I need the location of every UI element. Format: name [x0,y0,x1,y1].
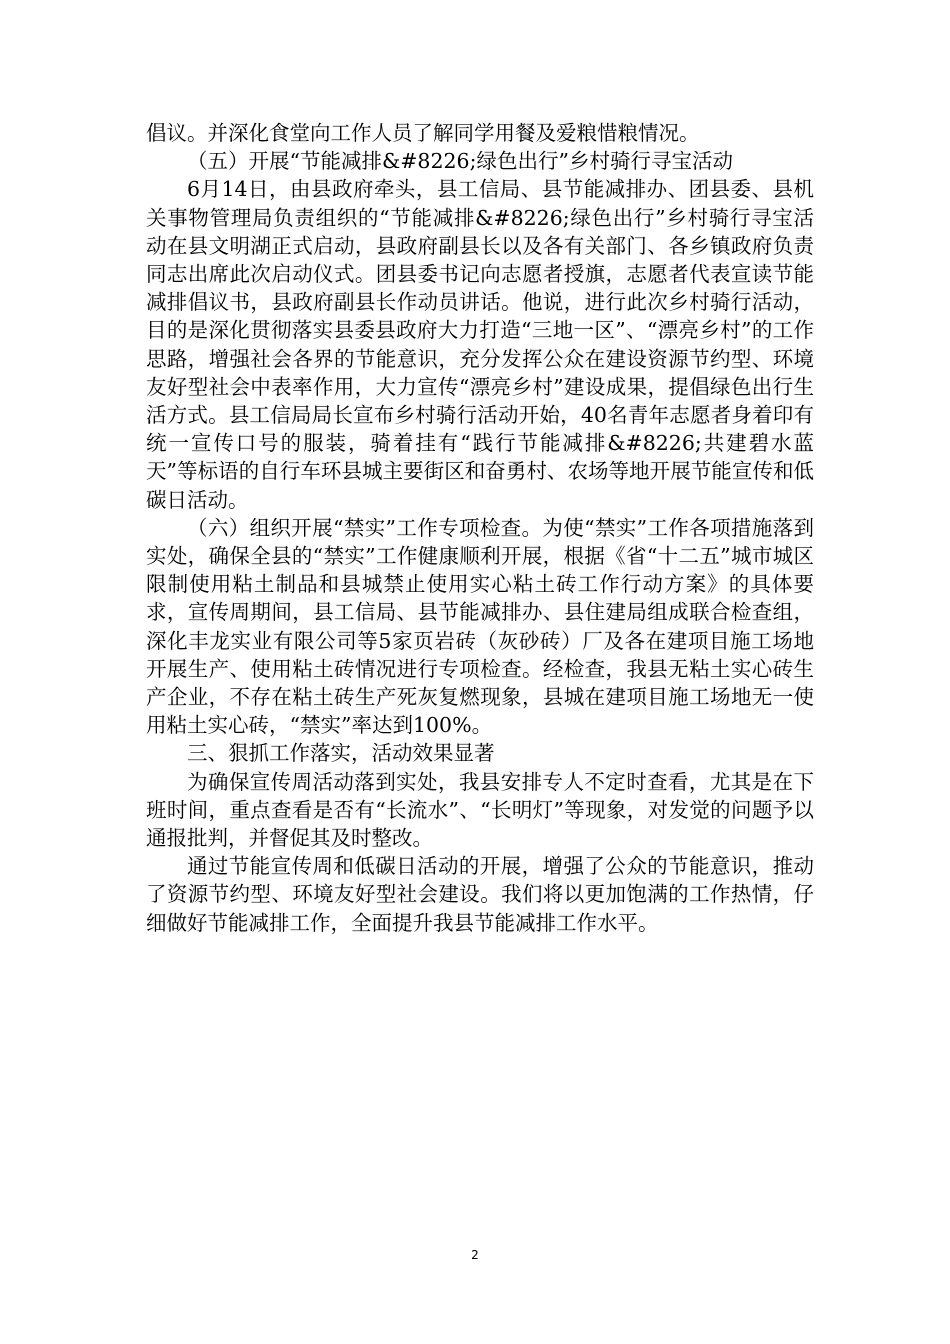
paragraph-2: （五）开展“节能减排&#8226;绿色出行”乡村骑行寻宝活动 [187,149,733,174]
paragraph-1: 倡议。并深化食堂向工作人员了解同学用餐及爱粮惜粮情况。 [146,121,700,145]
document-body [146,119,814,937]
paragraph-7: 通过节能宣传周和低碳日活动的开展，增强了公众的节能意识，推动了资源节约型、环境友好型社会建设。我们将以更加饱满的工作热情，仔细做好节能减排工作，全面提升我县节能减排工作水平。 [146,854,814,935]
page-number: 2 [471,1248,479,1262]
paragraph-3: 6月14日，由县政府牵头，县工信局、县节能减排办、团县委、县机关事物管理局负责组织的“节能减排&#8226;绿色出行”乡村骑行寻宝活动在县文明湖正式启动，县政府副县长以及各有关部门、各乡镇政府负责同志出席此次启动仪式。团县委书记向志愿者授旗，志愿者代表宣读节能减排倡议书，县政府副县长作动员讲话。他说，进行此次乡村骑行活动，目的是深化贯彻落实县委县政府大力打造“三地一区”、“漂亮乡村”的工作思路，增强社会各界的节能意识，充分发挥公众在建设资源节约型、环境友好型社会中表率作用，大力宣传“漂亮乡村”建设成果，提倡绿色出行生活方式。县工信局局长宣布乡村骑行活动开始，40名青年志愿者身着印有统一宣传口号的服装，骑着挂有“践行节能减排&#8226;共建碧水蓝天”等标语的自行车环县城主要街区和奋勇村、农场等地开展节能宣传和低碳日活动。 [146,177,814,512]
paragraph-6: 为确保宣传周活动落到实处，我县安排专人不定时查看，尤其是在下班时间，重点查看是否有“长流水”、“长明灯”等现象，对发觉的问题予以通报批判，并督促其及时整改。 [146,769,814,851]
paragraph-4: （六）组织开展“禁实”工作专项检查。为使“禁实”工作各项措施落到实处，确保全县的“禁实”工作健康顺利开展，根据《省“十二五”城市城区限制使用粘土制品和县城禁止使用实心粘土砖工作行动方案》的具体要求，宣传周期间，县工信局、县节能减排办、县住建局组成联合检查组，深化丰龙实业有限公司等5家页岩砖（灰砂砖）厂及各在建项目施工场地开展生产、使用粘土砖情况进行专项检查。经检查，我县无粘土实心砖生产企业，不存在粘土砖生产死灰复燃现象，县城在建项目施工场地无一使用粘土实心砖，“禁实”率达到100%。 [146,515,814,738]
section-heading: 三、狠抓工作落实，活动效果显著 [187,741,495,766]
